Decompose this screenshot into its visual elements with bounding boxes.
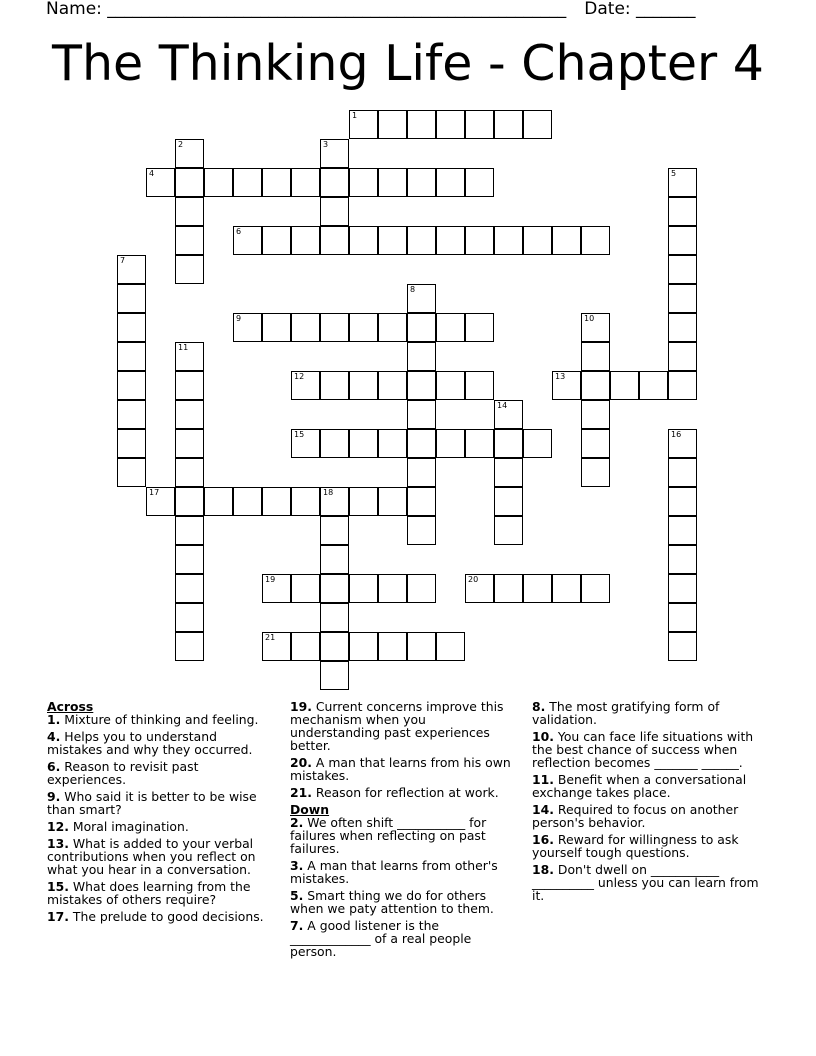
clue-number: 15 <box>294 430 305 439</box>
grid-cell[interactable] <box>291 429 320 458</box>
grid-cell[interactable] <box>668 371 697 400</box>
grid-cell[interactable] <box>175 400 204 429</box>
grid-cell[interactable] <box>320 545 349 574</box>
grid-cell[interactable] <box>523 429 552 458</box>
clue-number: 13 <box>555 372 566 381</box>
grid-cell[interactable] <box>320 197 349 226</box>
grid-cell[interactable] <box>117 255 146 284</box>
grid-cell[interactable] <box>668 168 697 197</box>
clue-item <box>47 730 269 756</box>
grid-cell[interactable] <box>407 371 436 400</box>
clue-text: What does learning from the mistakes of others require? <box>47 879 251 907</box>
clue-number: 20 <box>468 575 479 584</box>
clue-item <box>532 863 772 902</box>
clue-item <box>290 859 518 885</box>
grid-cell[interactable] <box>349 110 378 139</box>
date-field-label: Date: _______ <box>584 0 696 19</box>
clue-number: 4 <box>149 169 155 178</box>
clue-text: The prelude to good decisions. <box>72 909 264 924</box>
clue-item <box>290 700 518 752</box>
grid-cell[interactable] <box>407 487 436 516</box>
clue-text: A man that learns from his own mistakes. <box>290 755 511 783</box>
clue-item <box>47 910 269 923</box>
grid-cell[interactable] <box>465 226 494 255</box>
clue-number: 13. <box>47 836 69 851</box>
clue-item <box>47 790 269 816</box>
grid-cell[interactable] <box>175 197 204 226</box>
grid-cell[interactable] <box>175 139 204 168</box>
clue-number: 11. <box>532 772 554 787</box>
grid-cell[interactable] <box>320 371 349 400</box>
grid-cell[interactable] <box>175 516 204 545</box>
grid-cell[interactable] <box>465 429 494 458</box>
clue-number: 9 <box>236 314 242 323</box>
clue-text: Who said it is better to be wise than smart? <box>47 789 257 817</box>
grid-cell[interactable] <box>262 168 291 197</box>
grid-cell[interactable] <box>320 632 349 661</box>
grid-cell[interactable] <box>668 458 697 487</box>
grid-cell[interactable] <box>320 574 349 603</box>
grid-cell[interactable] <box>262 487 291 516</box>
grid-cell[interactable] <box>320 516 349 545</box>
grid-cell[interactable] <box>349 371 378 400</box>
grid-cell[interactable] <box>552 226 581 255</box>
grid-cell[interactable] <box>407 516 436 545</box>
clue-number: 8 <box>410 285 416 294</box>
grid-cell[interactable] <box>117 371 146 400</box>
clue-number: 9. <box>47 789 61 804</box>
clue-number: 14 <box>497 401 508 410</box>
clue-item <box>532 700 772 726</box>
grid-cell[interactable] <box>117 458 146 487</box>
clue-number: 19 <box>265 575 276 584</box>
clue-item <box>532 730 772 769</box>
grid-cell[interactable] <box>407 313 436 342</box>
grid-cell[interactable] <box>175 342 204 371</box>
clue-number: 16 <box>671 430 682 439</box>
clue-number: 3. <box>290 858 304 873</box>
grid-cell[interactable] <box>407 110 436 139</box>
clues-heading: Across <box>47 699 94 714</box>
grid-cell[interactable] <box>494 110 523 139</box>
clue-item <box>532 773 772 799</box>
clue-item <box>47 880 269 906</box>
clue-number: 21. <box>290 785 312 800</box>
grid-cell[interactable] <box>465 313 494 342</box>
grid-cell[interactable] <box>465 574 494 603</box>
grid-cell[interactable] <box>668 603 697 632</box>
clue-text: What is added to your verbal contributions when you reflect on what you hear in a conversation. <box>47 836 256 877</box>
grid-cell[interactable] <box>175 429 204 458</box>
clue-text: Moral imagination. <box>72 819 189 834</box>
grid-cell[interactable] <box>407 226 436 255</box>
grid-cell[interactable] <box>320 139 349 168</box>
grid-cell[interactable] <box>494 574 523 603</box>
clue-text: The most gratifying form of validation. <box>532 699 720 727</box>
clue-number: 21 <box>265 633 276 642</box>
grid-cell[interactable] <box>668 342 697 371</box>
clue-number: 17. <box>47 909 69 924</box>
clue-number: 17 <box>149 488 160 497</box>
grid-cell[interactable] <box>668 574 697 603</box>
grid-cell[interactable] <box>117 342 146 371</box>
clue-text: Mixture of thinking and feeling. <box>64 712 259 727</box>
grid-cell[interactable] <box>523 226 552 255</box>
clues-column-3 <box>532 700 772 906</box>
grid-cell[interactable] <box>581 226 610 255</box>
grid-cell[interactable] <box>175 458 204 487</box>
grid-cell[interactable] <box>291 487 320 516</box>
clue-number: 2. <box>290 815 304 830</box>
grid-cell[interactable] <box>204 168 233 197</box>
grid-cell[interactable] <box>175 226 204 255</box>
grid-cell[interactable] <box>668 545 697 574</box>
clue-number: 14. <box>532 802 554 817</box>
clue-number: 6. <box>47 759 61 774</box>
grid-cell[interactable] <box>494 429 523 458</box>
grid-cell[interactable] <box>175 487 204 516</box>
grid-cell[interactable] <box>204 487 233 516</box>
grid-cell[interactable] <box>581 458 610 487</box>
grid-cell[interactable] <box>320 603 349 632</box>
clue-number: 16. <box>532 832 554 847</box>
grid-cell[interactable] <box>407 284 436 313</box>
grid-cell[interactable] <box>175 545 204 574</box>
clue-item <box>47 760 269 786</box>
clue-item <box>290 889 518 915</box>
page-title: The Thinking Life - Chapter 4 <box>52 35 764 92</box>
grid-cell[interactable] <box>407 632 436 661</box>
grid-cell[interactable] <box>349 313 378 342</box>
grid-cell[interactable] <box>175 168 204 197</box>
clue-number: 1 <box>352 111 358 120</box>
clue-number: 7. <box>290 918 304 933</box>
grid-cell[interactable] <box>291 574 320 603</box>
grid-cell[interactable] <box>262 226 291 255</box>
clue-item <box>532 803 772 829</box>
grid-cell[interactable] <box>523 110 552 139</box>
clue-item <box>290 816 518 855</box>
grid-cell[interactable] <box>378 632 407 661</box>
clue-number: 3 <box>323 140 329 149</box>
grid-cell[interactable] <box>262 574 291 603</box>
clues-column-2 <box>290 700 518 962</box>
clues-heading: Down <box>290 802 330 817</box>
clue-text: Benefit when a conversational exchange takes place. <box>532 772 747 800</box>
clue-number: 1. <box>47 712 61 727</box>
grid-cell[interactable] <box>233 313 262 342</box>
grid-cell[interactable] <box>436 632 465 661</box>
grid-cell[interactable] <box>117 284 146 313</box>
grid-cell[interactable] <box>407 574 436 603</box>
grid-cell[interactable] <box>146 168 175 197</box>
clue-text: Don't dwell on ___________ __________ unless you can learn from it. <box>532 862 759 903</box>
grid-cell[interactable] <box>378 574 407 603</box>
grid-cell[interactable] <box>175 371 204 400</box>
grid-cell[interactable] <box>436 371 465 400</box>
grid-cell[interactable] <box>262 313 291 342</box>
grid-cell[interactable] <box>436 429 465 458</box>
grid-cell[interactable] <box>378 487 407 516</box>
grid-cell[interactable] <box>378 110 407 139</box>
clue-item <box>290 919 518 958</box>
grid-cell[interactable] <box>465 110 494 139</box>
clue-number: 4. <box>47 729 61 744</box>
grid-cell[interactable] <box>407 342 436 371</box>
grid-cell[interactable] <box>378 168 407 197</box>
grid-cell[interactable] <box>668 255 697 284</box>
grid-cell[interactable] <box>668 632 697 661</box>
clue-number: 15. <box>47 879 69 894</box>
clue-number: 20. <box>290 755 312 770</box>
clue-item <box>47 820 269 833</box>
grid-cell[interactable] <box>494 458 523 487</box>
grid-cell[interactable] <box>378 226 407 255</box>
clues-column-1 <box>47 700 269 927</box>
grid-cell[interactable] <box>175 603 204 632</box>
grid-cell[interactable] <box>668 429 697 458</box>
grid-cell[interactable] <box>320 487 349 516</box>
grid-cell[interactable] <box>349 429 378 458</box>
grid-cell[interactable] <box>349 574 378 603</box>
grid-cell[interactable] <box>233 226 262 255</box>
clue-text: A man that learns from other's mistakes. <box>290 858 498 886</box>
grid-cell[interactable] <box>610 371 639 400</box>
clue-number: 10 <box>584 314 595 323</box>
clue-text: Reason for reflection at work. <box>315 785 499 800</box>
grid-cell[interactable] <box>117 429 146 458</box>
grid-cell[interactable] <box>436 313 465 342</box>
grid-cell[interactable] <box>436 110 465 139</box>
grid-cell[interactable] <box>407 429 436 458</box>
grid-cell[interactable] <box>175 255 204 284</box>
grid-cell[interactable] <box>436 226 465 255</box>
name-field-label: Name: ______________________________________________________ <box>46 0 567 19</box>
clue-text: A good listener is the _____________ of a real people person. <box>290 918 472 959</box>
grid-cell[interactable] <box>378 313 407 342</box>
grid-cell[interactable] <box>552 574 581 603</box>
grid-cell[interactable] <box>407 168 436 197</box>
grid-cell[interactable] <box>581 371 610 400</box>
clue-number: 7 <box>120 256 126 265</box>
grid-cell[interactable] <box>523 574 552 603</box>
grid-cell[interactable] <box>320 313 349 342</box>
grid-cell[interactable] <box>233 168 262 197</box>
grid-cell[interactable] <box>320 168 349 197</box>
clue-item <box>290 786 518 799</box>
clue-number: 8. <box>532 699 546 714</box>
grid-cell[interactable] <box>581 400 610 429</box>
grid-cell[interactable] <box>175 632 204 661</box>
clue-text: Smart thing we do for others when we paty attention to them. <box>290 888 494 916</box>
clue-text: Current concerns improve this mechanism when you understanding past experiences better. <box>290 699 504 753</box>
grid-cell[interactable] <box>175 574 204 603</box>
clue-number: 18. <box>532 862 554 877</box>
clue-text: You can face life situations with the best chance of success when reflection becomes _______ ______. <box>532 729 754 770</box>
grid-cell[interactable] <box>291 632 320 661</box>
grid-cell[interactable] <box>262 632 291 661</box>
clue-number: 2 <box>178 140 184 149</box>
grid-cell[interactable] <box>233 487 262 516</box>
grid-cell[interactable] <box>639 371 668 400</box>
grid-cell[interactable] <box>552 371 581 400</box>
grid-cell[interactable] <box>349 168 378 197</box>
grid-cell[interactable] <box>581 342 610 371</box>
grid-cell[interactable] <box>349 487 378 516</box>
grid-cell[interactable] <box>668 516 697 545</box>
clue-item <box>290 756 518 782</box>
grid-cell[interactable] <box>378 429 407 458</box>
clue-text: Reward for willingness to ask yourself tough questions. <box>532 832 739 860</box>
grid-cell[interactable] <box>407 400 436 429</box>
grid-cell[interactable] <box>581 313 610 342</box>
grid-cell[interactable] <box>494 226 523 255</box>
grid-cell[interactable] <box>465 371 494 400</box>
grid-cell[interactable] <box>494 400 523 429</box>
clue-number: 5 <box>671 169 677 178</box>
grid-cell[interactable] <box>320 429 349 458</box>
grid-cell[interactable] <box>581 574 610 603</box>
clue-item <box>47 713 269 726</box>
grid-cell[interactable] <box>668 313 697 342</box>
clue-item <box>47 837 269 876</box>
clue-number: 18 <box>323 488 334 497</box>
grid-cell[interactable] <box>465 168 494 197</box>
grid-cell[interactable] <box>291 226 320 255</box>
grid-cell[interactable] <box>291 313 320 342</box>
grid-cell[interactable] <box>349 632 378 661</box>
grid-cell[interactable] <box>146 487 175 516</box>
clue-item <box>532 833 772 859</box>
grid-cell[interactable] <box>668 226 697 255</box>
grid-cell[interactable] <box>668 487 697 516</box>
clue-text: Required to focus on another person's behavior. <box>532 802 739 830</box>
clue-number: 5. <box>290 888 304 903</box>
grid-cell[interactable] <box>291 168 320 197</box>
grid-cell[interactable] <box>117 400 146 429</box>
clue-text: Reason to revisit past experiences. <box>47 759 199 787</box>
grid-cell[interactable] <box>291 371 320 400</box>
grid-cell[interactable] <box>436 168 465 197</box>
grid-cell[interactable] <box>378 371 407 400</box>
grid-cell[interactable] <box>494 516 523 545</box>
grid-cell[interactable] <box>494 487 523 516</box>
grid-cell[interactable] <box>407 458 436 487</box>
grid-cell[interactable] <box>668 197 697 226</box>
clue-number: 6 <box>236 227 242 236</box>
clue-number: 12. <box>47 819 69 834</box>
clue-number: 19. <box>290 699 312 714</box>
grid-cell[interactable] <box>349 226 378 255</box>
grid-cell[interactable] <box>581 429 610 458</box>
clue-number: 12 <box>294 372 305 381</box>
clue-number: 11 <box>178 343 189 352</box>
clue-text: Helps you to understand mistakes and why they occurred. <box>47 729 253 757</box>
grid-cell[interactable] <box>117 313 146 342</box>
grid-cell[interactable] <box>320 226 349 255</box>
clue-number: 10. <box>532 729 554 744</box>
grid-cell[interactable] <box>320 661 349 690</box>
clue-text: We often shift ___________ for failures when reflecting on past failures. <box>290 815 487 856</box>
grid-cell[interactable] <box>668 284 697 313</box>
